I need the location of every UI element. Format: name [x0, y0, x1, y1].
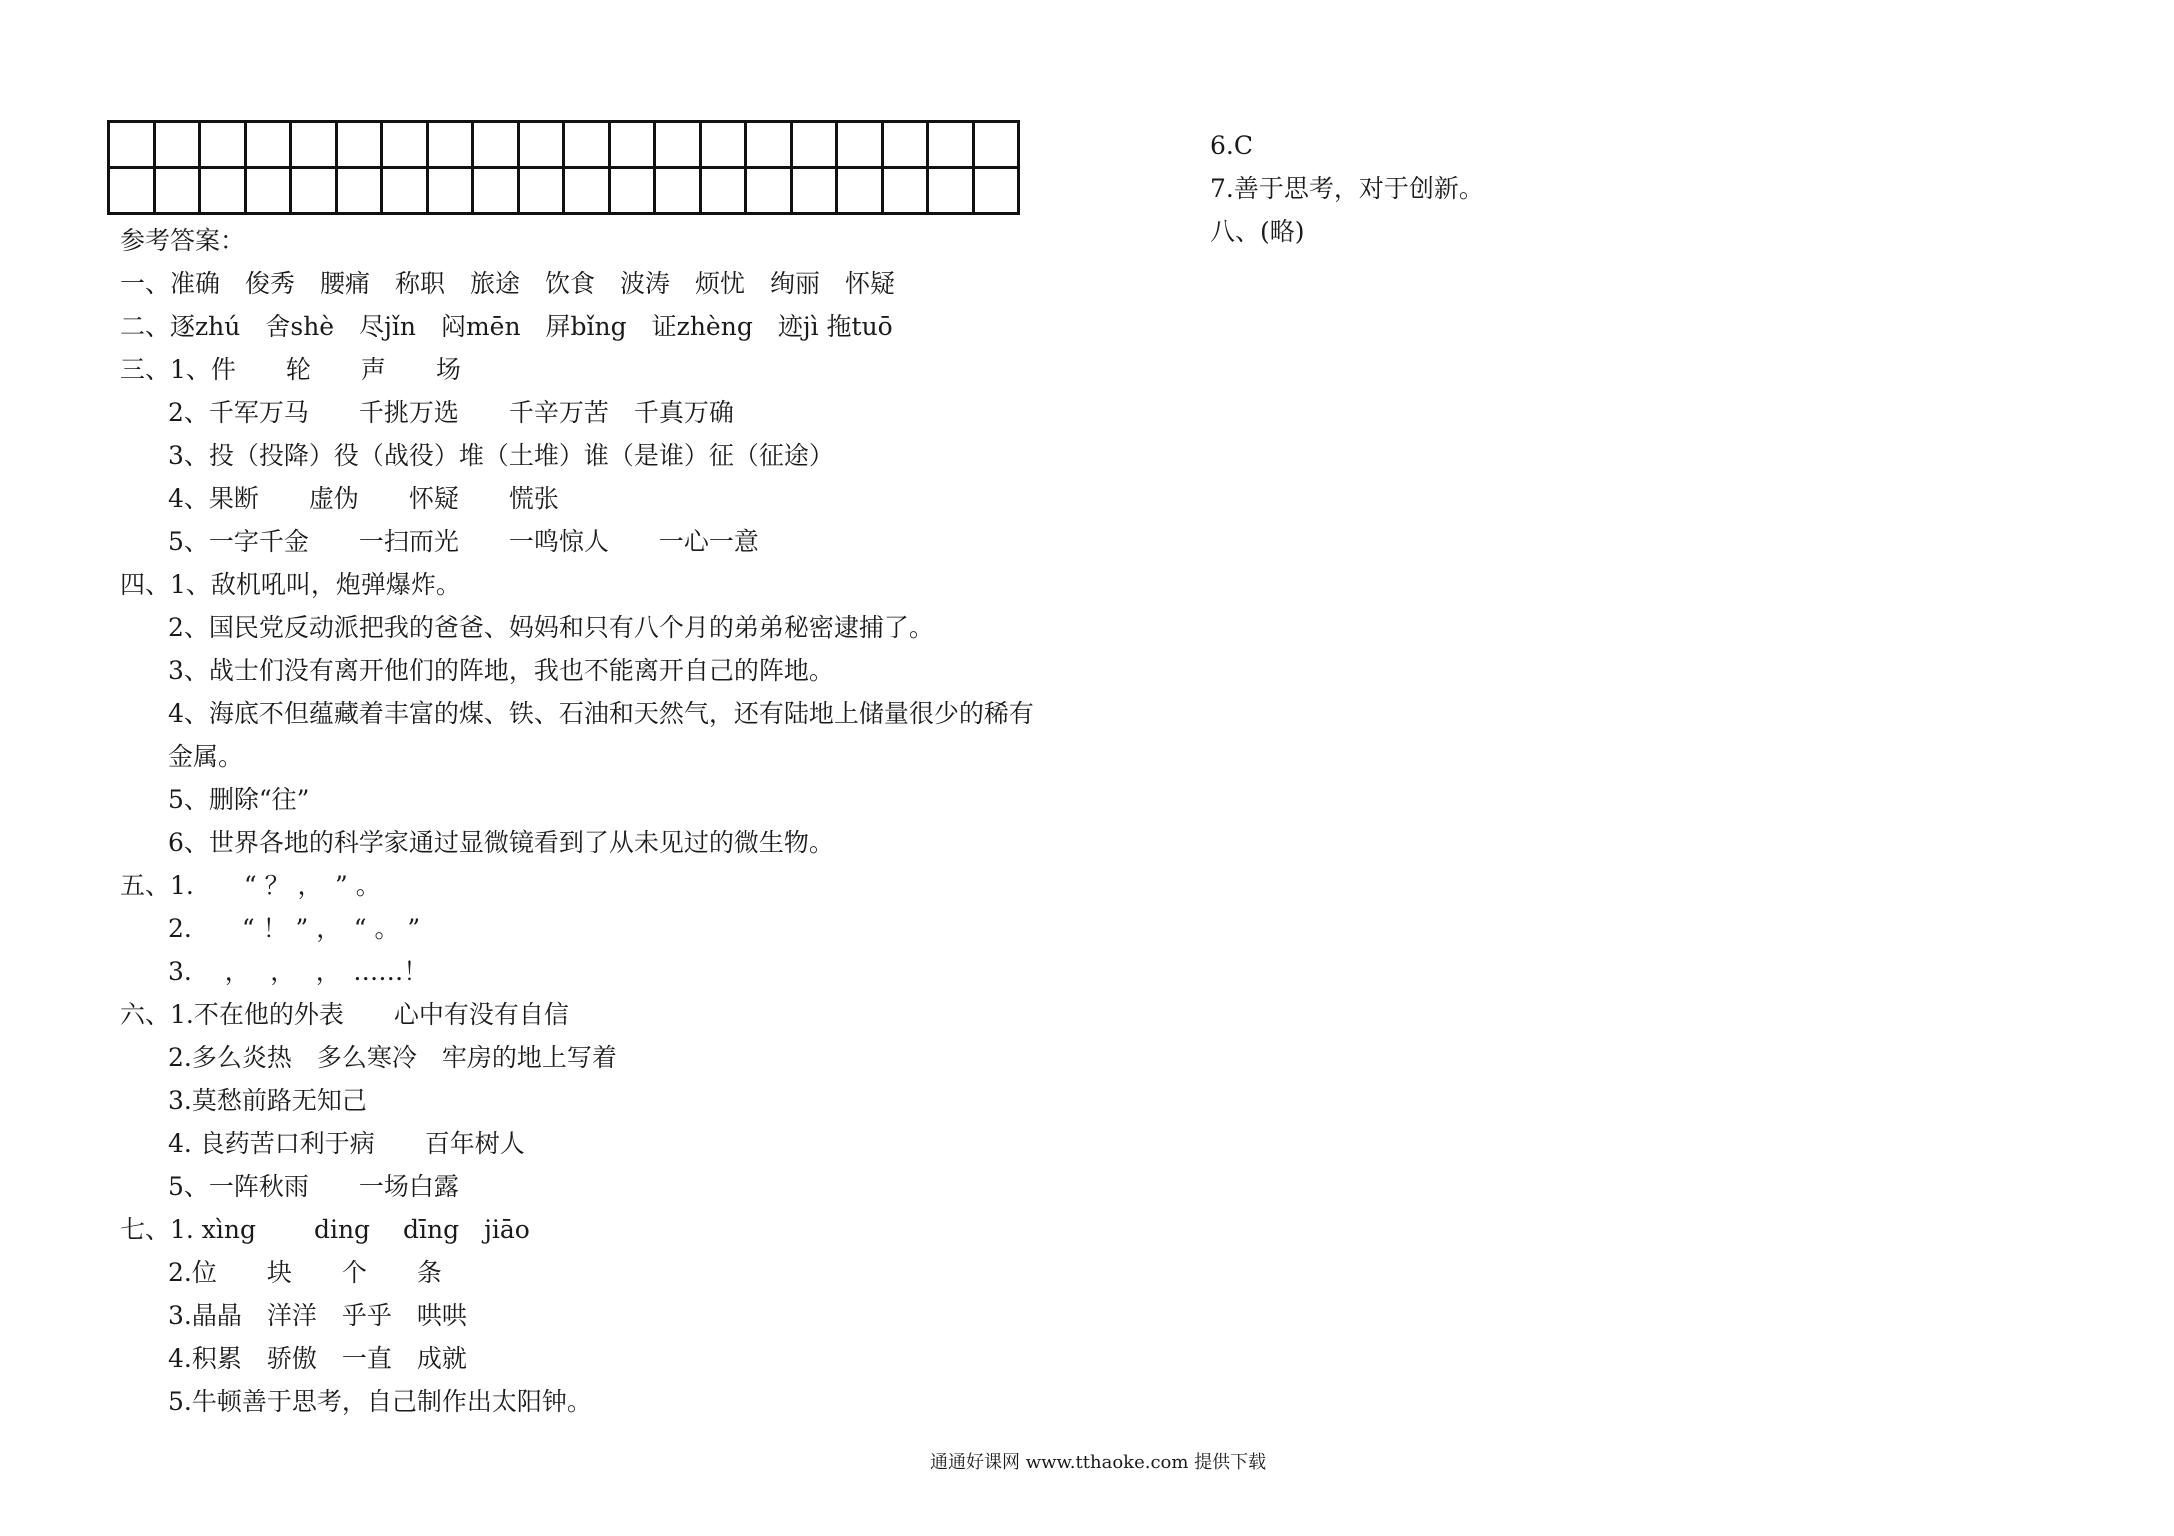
grid-cell [338, 123, 384, 169]
answer-line: 3.晶晶 洋洋 乎乎 哄哄 [168, 1301, 467, 1330]
answer-line: 3、投（投降）役（战役）堆（土堆）谁（是谁）征（征途） [168, 441, 834, 470]
answer-line: 参考答案： [120, 226, 246, 255]
grid-cell [793, 169, 839, 215]
answer-line: 2. “ ！ ” ， “ 。 ” [168, 914, 421, 943]
answer-line: 5.牛顿善于思考，自己制作出太阳钟。 [168, 1387, 592, 1416]
grid-cell [201, 123, 247, 169]
answer-line: 2.位 块 个 条 [168, 1258, 442, 1287]
grid-cell [110, 123, 156, 169]
answer-line: 八、(略) [1210, 217, 1305, 246]
grid-cell [656, 123, 702, 169]
answer-line: 四、1、敌机吼叫，炮弹爆炸。 [120, 570, 461, 599]
answer-line: 4. 良药苦口利于病 百年树人 [168, 1129, 525, 1158]
answer-line: 七、1. xìng ding dīng jiāo [120, 1215, 530, 1244]
grid-cell [702, 123, 748, 169]
answer-line: 五、1. “ ？ ， ” 。 [120, 871, 381, 900]
answer-line: 5、一阵秋雨 一场白露 [168, 1172, 459, 1201]
answer-line: 3. ， ， ， ……！ [168, 957, 429, 986]
footer-text: 通通好课网 www.tthaoke.com 提供下载 [930, 1452, 1267, 1473]
grid-cell [474, 123, 520, 169]
grid-cell [565, 123, 611, 169]
answer-line: 六、1.不在他的外表 心中有没有自信 [120, 1000, 569, 1029]
writing-grid [107, 120, 1020, 215]
answer-line: 2.多么炎热 多么寒冷 牢房的地上写着 [168, 1043, 617, 1072]
grid-cell [747, 123, 793, 169]
answer-line: 5、删除“往” [168, 785, 310, 814]
grid-cell [838, 169, 884, 215]
grid-cell [338, 169, 384, 215]
answer-line: 7.善于思考，对于创新。 [1210, 174, 1484, 203]
answer-line: 4、果断 虚伪 怀疑 慌张 [168, 484, 559, 513]
answer-line: 三、1、件 轮 声 场 [120, 355, 461, 384]
answer-line: 6.C [1210, 131, 1253, 160]
answer-line: 金属。 [168, 742, 244, 771]
grid-cell [474, 169, 520, 215]
answer-line: 3、战士们没有离开他们的阵地，我也不能离开自己的阵地。 [168, 656, 834, 685]
grid-cell [747, 169, 793, 215]
grid-cell [292, 123, 338, 169]
grid-cell [702, 169, 748, 215]
grid-cell [156, 123, 202, 169]
grid-cell [793, 123, 839, 169]
grid-cell [247, 169, 293, 215]
answer-line: 4、海底不但蕴藏着丰富的煤、铁、石油和天然气，还有陆地上储量很少的稀有 [168, 699, 1034, 728]
grid-cell [884, 169, 930, 215]
grid-cell [110, 169, 156, 215]
grid-cell [201, 169, 247, 215]
grid-cell [247, 123, 293, 169]
answer-line: 3.莫愁前路无知己 [168, 1086, 367, 1115]
answer-line: 二、逐zhú 舍shè 尽jǐn 闷mēn 屏bǐng 证zhèng 迹jì 拖tuō [120, 312, 893, 341]
grid-cell [520, 169, 566, 215]
answer-line: 2、国民党反动派把我的爸爸、妈妈和只有八个月的弟弟秘密逮捕了。 [168, 613, 934, 642]
grid-cell [156, 169, 202, 215]
grid-cell [975, 123, 1021, 169]
grid-cell [292, 169, 338, 215]
grid-cell [383, 123, 429, 169]
answer-line: 5、一字千金 一扫而光 一鸣惊人 一心一意 [168, 527, 759, 556]
grid-cell [929, 123, 975, 169]
grid-cell [611, 123, 657, 169]
grid-cell [929, 169, 975, 215]
grid-cell [884, 123, 930, 169]
answer-line: 4.积累 骄傲 一直 成就 [168, 1344, 467, 1373]
grid-cell [429, 169, 475, 215]
grid-cell [383, 169, 429, 215]
grid-cell [429, 123, 475, 169]
answer-line: 2、千军万马 千挑万选 千辛万苦 千真万确 [168, 398, 734, 427]
grid-cell [975, 169, 1021, 215]
grid-cell [611, 169, 657, 215]
answer-line: 6、世界各地的科学家通过显微镜看到了从未见过的微生物。 [168, 828, 834, 857]
grid-cell [520, 123, 566, 169]
grid-cell [565, 169, 611, 215]
grid-cell [838, 123, 884, 169]
answer-line: 一、准确 俊秀 腰痛 称职 旅途 饮食 波涛 烦忧 绚丽 怀疑 [120, 269, 896, 298]
grid-cell [656, 169, 702, 215]
